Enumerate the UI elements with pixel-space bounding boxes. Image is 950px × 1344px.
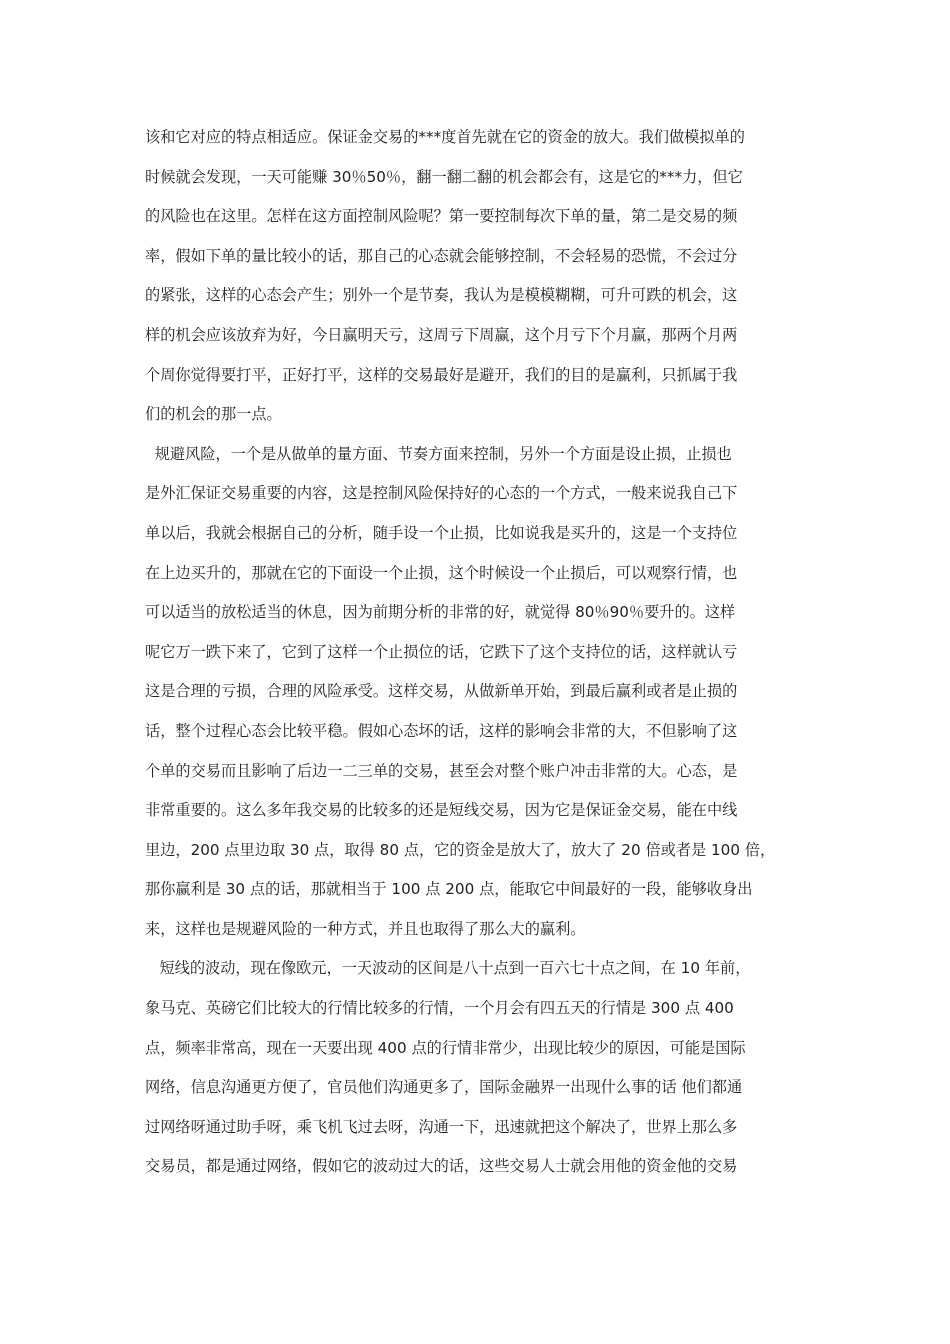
text-line: 时候就会发现，一天可能赚 30％50％，翻一翻二翻的机会都会有，这是它的***力，但它	[145, 167, 743, 186]
text-line: 个周你觉得要打平，正好打平，这样的交易最好是避开，我们的目的是赢利，只抓属于我	[145, 365, 738, 384]
text-line: 网络，信息沟通更方便了，官员他们沟通更多了，国际金融界一出现什么事的话 他们都通	[145, 1078, 743, 1097]
text-line: 率，假如下单的量比较小的话，那自己的心态就会能够控制，不会轻易的恐慌，不会过分	[145, 246, 738, 265]
paragraph-2	[145, 435, 812, 950]
text-line: 可以适当的放松适当的休息，因为前期分析的非常的好，就觉得 80％90％要升的。这样	[145, 603, 736, 622]
text-line: 个单的交易而且影响了后边一二三单的交易，甚至会对整个账户冲击非常的大。心态，是	[145, 761, 738, 780]
text-line: 该和它对应的特点相适应。保证金交易的***度首先就在它的资金的放大。我们做模拟单的	[145, 128, 745, 146]
paragraph-3	[145, 949, 812, 1187]
text-line: 短线的波动，现在像欧元，一天波动的区间是八十点到一百六七十点之间，在 10 年前，	[145, 959, 751, 978]
text-line: 非常重要的。这么多年我交易的比较多的还是短线交易，因为它是保证金交易，能在中线	[145, 801, 738, 820]
text-line: 规避风险，一个是从做单的量方面、节奏方面来控制，另外一个方面是设止损，止损也	[145, 444, 732, 463]
text-line: 样的机会应该放弃为好，今日赢明天亏，这周亏下周赢，这个月亏下个月赢，那两个月两	[145, 325, 738, 344]
text-line: 在上边买升的，那就在它的下面设一个止损，这个时候设一个止损后，可以观察行情，也	[145, 563, 738, 582]
document-body	[145, 118, 812, 1187]
text-line: 点，频率非常高，现在一天要出现 400 点的行情非常少，出现比较少的原因，可能是国际	[145, 1038, 746, 1057]
text-line: 里边，200 点里边取 30 点，取得 80 点，它的资金是放大了，放大了 20 倍或者是 100 倍，	[145, 840, 776, 859]
text-line: 过网络呀通过助手呀，乘飞机飞过去呀，沟通一下，迅速就把这个解决了，世界上那么多	[145, 1117, 738, 1136]
text-line: 话，整个过程心态会比较平稳。假如心态坏的话，这样的影响会非常的大，不但影响了这	[145, 721, 738, 740]
text-line: 呢它万一跌下来了，它到了这样一个止损位的话，它跌下了这个支持位的话，这样就认亏	[145, 642, 738, 661]
text-line: 来，这样也是规避风险的一种方式，并且也取得了那么大的赢利。	[145, 919, 586, 938]
paragraph-1	[145, 118, 812, 435]
text-line: 交易员，都是通过网络，假如它的波动过大的话，这些交易人士就会用他的资金他的交易	[145, 1157, 738, 1176]
text-line: 的风险也在这里。怎样在这方面控制风险呢？第一要控制每次下单的量，第二是交易的频	[145, 207, 738, 226]
text-line: 象马克、英磅它们比较大的行情比较多的行情，一个月会有四五天的行情是 300 点 400	[145, 999, 734, 1018]
text-line: 是外汇保证交易重要的内容，这是控制风险保持好的心态的一个方式，一般来说我自己下	[145, 484, 738, 503]
text-line: 单以后，我就会根据自己的分析，随手设一个止损，比如说我是买升的，这是一个支持位	[145, 523, 738, 542]
text-line: 那你赢利是 30 点的话，那就相当于 100 点 200 点，能取它中间最好的一段，能够收身出	[145, 880, 753, 899]
text-line: 的紧张，这样的心态会产生；别外一个是节奏，我认为是模模糊糊，可升可跌的机会，这	[145, 286, 738, 305]
text-line: 们的机会的那一点。	[145, 405, 282, 424]
text-line: 这是合理的亏损，合理的风险承受。这样交易，从做新单开始，到最后赢利或者是止损的	[145, 682, 738, 701]
